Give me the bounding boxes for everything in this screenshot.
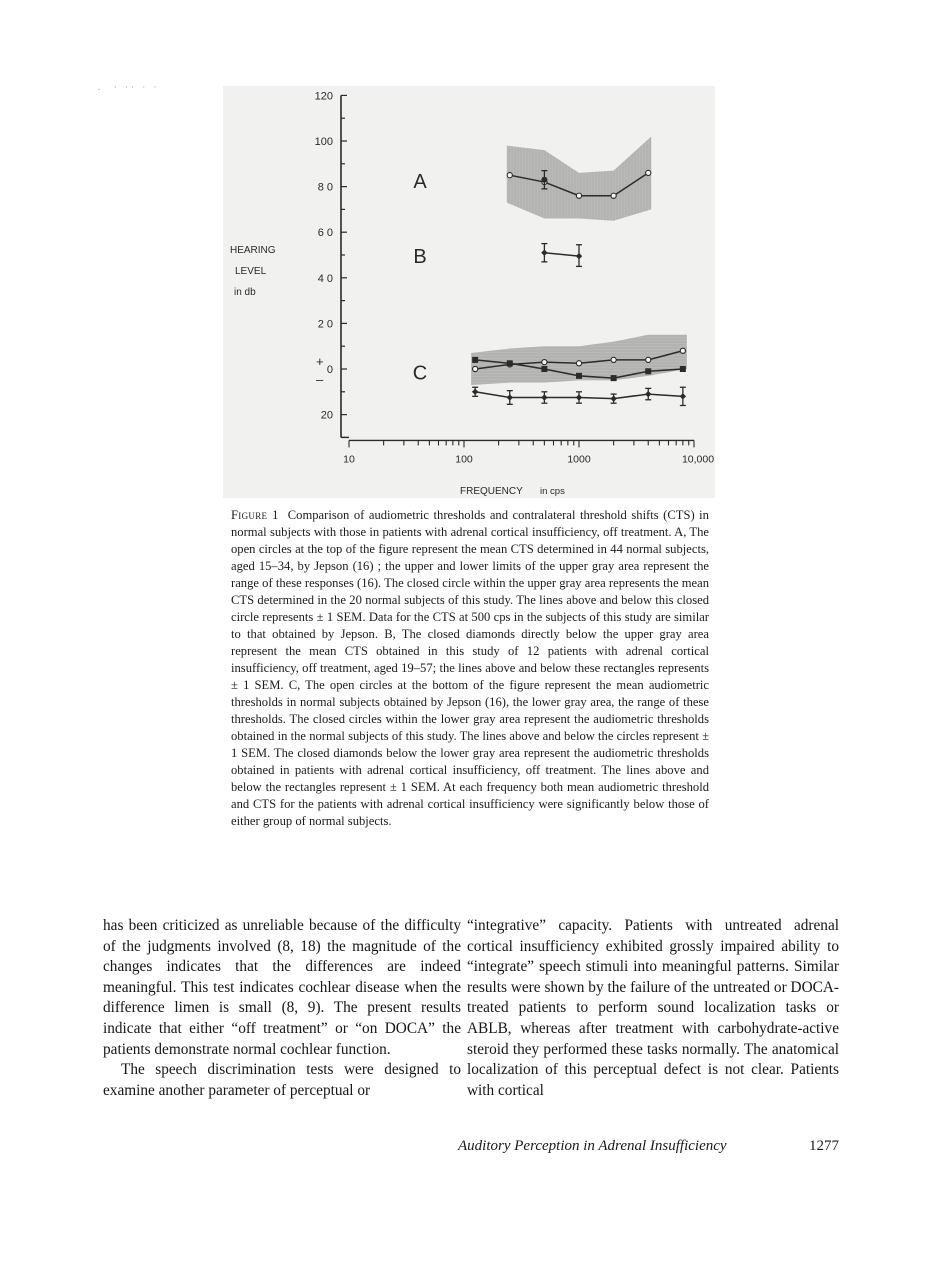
- closed-diamond-marker: [541, 394, 547, 400]
- open-circle-marker: [646, 170, 651, 175]
- closed-circle-marker: [541, 177, 547, 183]
- closed-diamond-marker: [507, 394, 513, 400]
- open-circle-marker: [576, 361, 581, 366]
- y-axis-title: LEVEL: [235, 266, 267, 277]
- figure-1-chart: [223, 86, 715, 498]
- paragraph: has been criticized as unreliable because of the difficulty of the judgments involved (8, 18) the magnitude of the changes indicates that the differences are indeed meaningful. This test indicates cochlear disease when the difference limen is small (8, 9). The present results indicate that either “off treatment” or “on DOCA” the patients demonstrate normal cochlear function.: [103, 917, 461, 1058]
- body-column-right: [467, 916, 839, 1101]
- closed-diamond-marker: [645, 391, 651, 397]
- closed-square-marker: [645, 368, 651, 374]
- y-tick-label: 2 0: [317, 318, 333, 331]
- panel-letter-a: A: [413, 170, 427, 193]
- body-column-left: [103, 916, 461, 1101]
- caption-text: Comparison of audiometric thresholds and contralateral threshold shifts (CTS) in normal subjects with those in patients with adrenal cortical insufficiency, off treatment. A, The open circles at the top of the figure represent the mean CTS determined in 44 normal subjects, aged 15–34, by Jepson (16) ; the upper and lower limits of the upper gray area represent the range of these responses (16). The closed circle within the upper gray area represents the mean CTS determined in the 20 normal subjects of this study. The lines above and below this closed circle represents ± 1 SEM. Data for the CTS at 500 cps in the subjects of this study are similar to that obtained by Jepson. B, The closed diamonds directly below the upper gray area represent the mean CTS obtained in this study of 12 patients with adrenal cortical insufficiency, off treatment, aged 19–57; the lines above and below these rectangles represents ± 1 SEM. C, The open circles at the bottom of the figure represent the mean audiometric thresholds in normal subjects obtained by Jepson (16), the lower gray area, the range of these thresholds. The closed circles within the lower gray area represent the audiometric thresholds obtained in the normal subjects of this study. The lines above and below the circles represent ± 1 SEM. The closed diamonds below the lower gray area represent the audiometric thresholds obtained in patients with adrenal cortical insufficiency, off treatment. The lines above and below the rectangles represent ± 1 SEM. At each frequency both mean audiometric threshold and CTS for the patients with adrenal cortical insufficiency were significantly below those of either group of normal subjects.: [231, 508, 709, 828]
- closed-diamond-marker: [610, 395, 616, 401]
- closed-square-marker: [680, 366, 686, 372]
- closed-diamond-marker: [541, 250, 547, 256]
- y-tick-label: 4 0: [317, 272, 333, 285]
- closed-diamond-marker: [576, 253, 582, 259]
- x-axis-unit: in cps: [540, 486, 565, 497]
- paragraph: The speech discrimination tests were designed to examine another parameter of perceptual or: [103, 1061, 461, 1099]
- y-tick-label: 6 0: [317, 227, 333, 240]
- x-tick-label: 1000: [567, 453, 591, 466]
- open-circle-marker: [646, 357, 651, 362]
- y-tick-label: 100: [314, 136, 333, 148]
- panel-letter-b: B: [413, 246, 427, 268]
- open-circle-marker: [507, 173, 512, 178]
- minus-sign: –: [316, 372, 324, 387]
- closed-diamond-marker: [576, 394, 582, 400]
- figure-caption: [231, 507, 709, 830]
- running-title: Auditory Perception in Adrenal Insufficiency: [458, 1138, 727, 1154]
- closed-square-marker: [541, 366, 547, 372]
- x-tick-label: 100: [455, 453, 473, 466]
- scan-artifact: . · ·· · ·: [98, 82, 160, 92]
- open-circle-marker: [611, 357, 616, 362]
- open-circle-marker: [473, 366, 478, 371]
- closed-square-marker: [507, 360, 513, 366]
- y-axis-title: in db: [234, 287, 256, 298]
- open-circle-marker: [680, 348, 685, 353]
- caption-label: Figure 1: [231, 508, 279, 522]
- x-tick-label: 10,000: [681, 453, 715, 466]
- x-tick-label: 10: [343, 453, 355, 466]
- series-line: [544, 253, 579, 256]
- page-footer: [458, 1138, 839, 1155]
- plus-sign: +: [316, 354, 324, 369]
- y-tick-label: 0: [326, 364, 333, 376]
- closed-diamond-marker: [472, 389, 478, 395]
- y-tick-label: 20: [320, 409, 333, 422]
- closed-diamond-marker: [680, 393, 686, 399]
- closed-square-marker: [611, 375, 617, 381]
- y-tick-label: 8 0: [317, 181, 333, 194]
- page-number: 1277: [809, 1138, 839, 1154]
- paragraph: “integrative” capacity. Patients with untreated adrenal cortical insufficiency exhibited grossly impaired ability to “integrate” speech stimuli into meaningful patterns. Similar results were shown by the failure of the untreated or DOCA-treated patients to perform sound localization tasks or ABLB, whereas after treatment with carbohydrate-active steroid they performed these tasks normally. The anatomical localization of this perceptual defect is not clear. Patients with cortical: [467, 917, 839, 1099]
- open-circle-marker: [576, 193, 581, 198]
- closed-square-marker: [576, 373, 582, 379]
- x-axis-title: FREQUENCY: [460, 486, 523, 497]
- y-axis-title: HEARING: [230, 245, 276, 256]
- open-circle-marker: [611, 193, 616, 198]
- y-tick-label: 120: [314, 90, 333, 103]
- panel-letter-c: C: [412, 362, 428, 385]
- open-circle-marker: [542, 360, 547, 365]
- closed-square-marker: [472, 357, 478, 363]
